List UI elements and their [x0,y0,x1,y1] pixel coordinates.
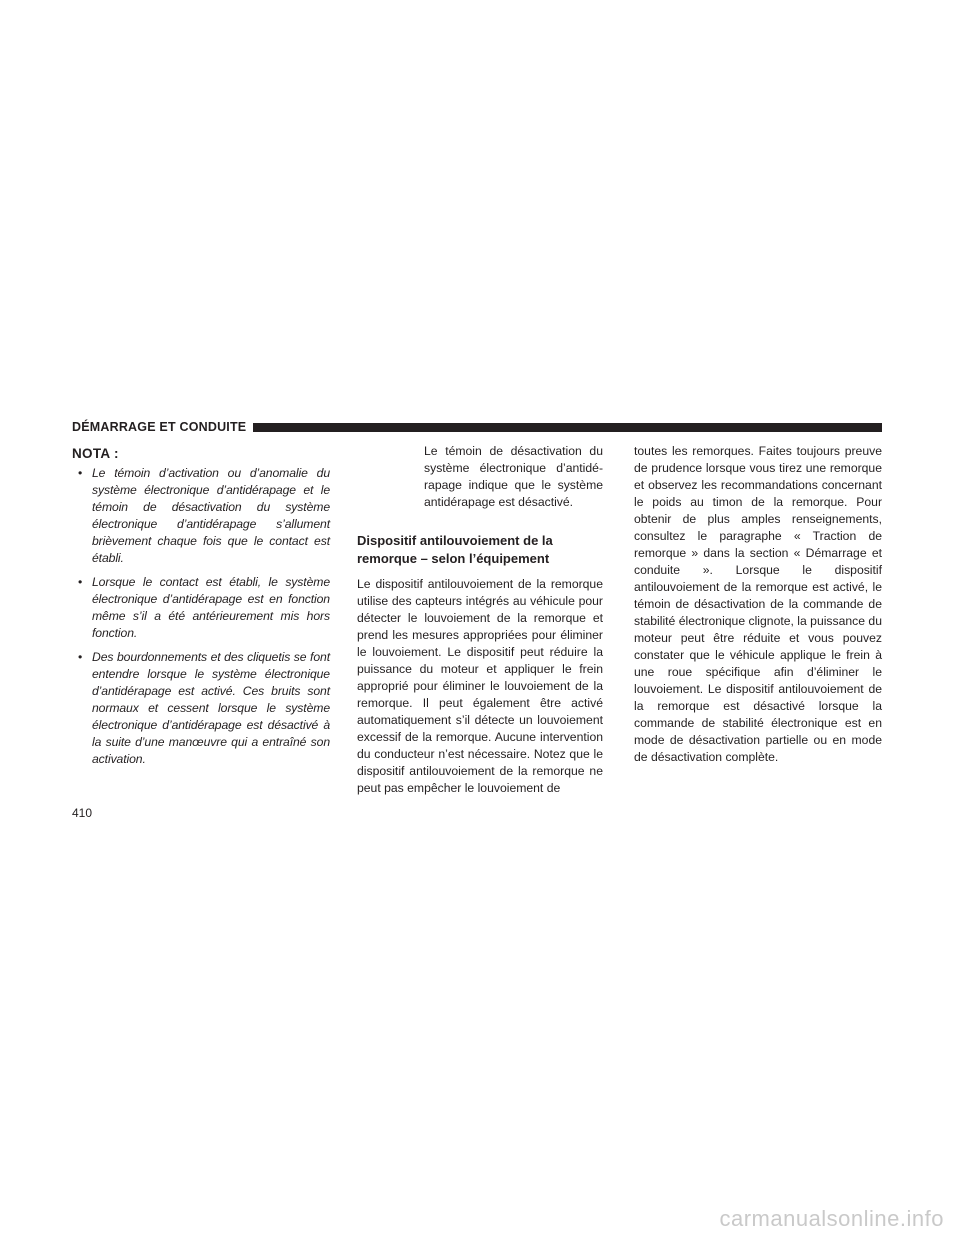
nota-item-text: Le témoin d’activation ou d’anomalie du système électronique d’antidérapage et le témoin de désactivation du système électronique d’antidérapage s’allument brièvement chaque fois que le contact est établi. [92,466,330,565]
column-left [72,443,330,775]
nota-item [72,574,330,642]
section-header [72,419,882,435]
section-header-title: DÉMARRAGE ET CONDUITE [72,420,247,434]
section-title: Dispositif antilouvoiement de la remorque – selon l’équipement [357,533,553,566]
body-paragraph-continued: toutes les remorques. Faites toujours preuve de prudence lorsque vous tirez une remorque et observez les recommandations concernant le poids au timon de la remorque. Pour obtenir de plus amples renseignements, consultez le paragraphe « Traction de remorque » dans la section « Démarrage et conduite ». Lorsque le dispositif antilouvoiement de la remorque est activé, le témoin de désactivation de la commande de stabilité électronique clignote, la puissance du moteur peut être réduite et vous pouvez constater que le véhicule applique le frein à une roue spécifique afin d’éliminer le louvoiement. Le dispositif antilouvoiement de la remorque est désactivé lorsque la commande de stabilité électronique est en mode de désactivation partielle ou en mode de désactivation complète. [634,444,882,764]
section-header-rule [253,423,882,432]
nota-item-text: Lorsque le contact est établi, le système électronique d’antidérapage est en fonction même s’il a été antérieurement mis hors fonction. [92,575,330,640]
nota-list [72,465,330,768]
page-number: 410 [72,806,93,820]
nota-item [72,649,330,768]
bullet-icon: • [78,650,83,664]
body-paragraph: Le dispositif antilouvoiement de la remorque utilise des capteurs intégrés au véhicule pour détecter le louvoiement de la remorque et prend les mesures appropriées pour éliminer le louvoiement. Le dispositif peut réduire la puissance du moteur et appliquer le frein approprié pour éliminer le louvoiement de la remorque. Il peut également être activé automatiquement s’il détecte un louvoiement excessif de la remorque. Aucune intervention du conducteur n’est nécessaire. Notez que le dispositif antilouvoiement de la remorque ne peut pas empêcher le louvoiement de [357,577,603,795]
column-right [634,443,882,766]
column-middle [357,443,603,797]
bullet-icon: • [78,466,83,480]
nota-item-text: Des bourdonnements et des cliquetis se font entendre lorsque le système électronique d’antidérapage est activé. Ces bruits sont normaux et cessent lorsque le système électronique d’antidérapage est désactivé à la suite d’une manœuvre qui a entraîné son activation. [92,650,330,766]
watermark: carmanualsonline.info [719,1206,944,1231]
nota-title: NOTA : [72,446,119,461]
nota-item [72,465,330,567]
indicator-description: Le témoin de désactivation du système électronique d’antidérapage indique que le système antidérapage est désactivé. [424,444,603,509]
bullet-icon: • [78,575,83,589]
